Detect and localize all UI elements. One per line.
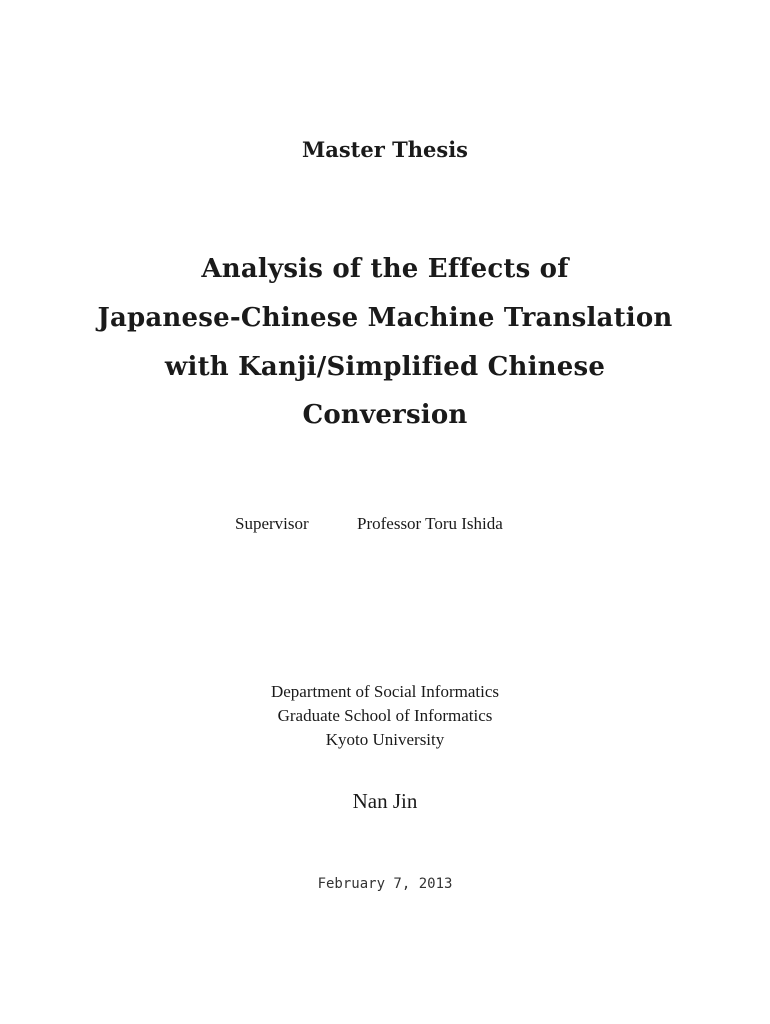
title-line-4: Conversion: [302, 400, 468, 430]
title-line-2: Japanese-Chinese Machine Translation: [97, 303, 673, 333]
document-type: Master Thesis: [302, 137, 468, 162]
graduate-school: Graduate School of Informatics: [277, 706, 493, 725]
department: Department of Social Informatics: [270, 682, 499, 701]
title-line-1: Analysis of the Effects of: [201, 254, 569, 284]
supervisor-label: Supervisor: [235, 514, 309, 533]
title-line-3: with Kanji/Simplified Chinese: [164, 352, 606, 382]
submission-date: February 7, 2013: [317, 876, 453, 892]
supervisor-name: Professor Toru Ishida: [357, 514, 503, 533]
university: Kyoto University: [325, 730, 445, 749]
author-name: Nan Jin: [352, 789, 418, 813]
